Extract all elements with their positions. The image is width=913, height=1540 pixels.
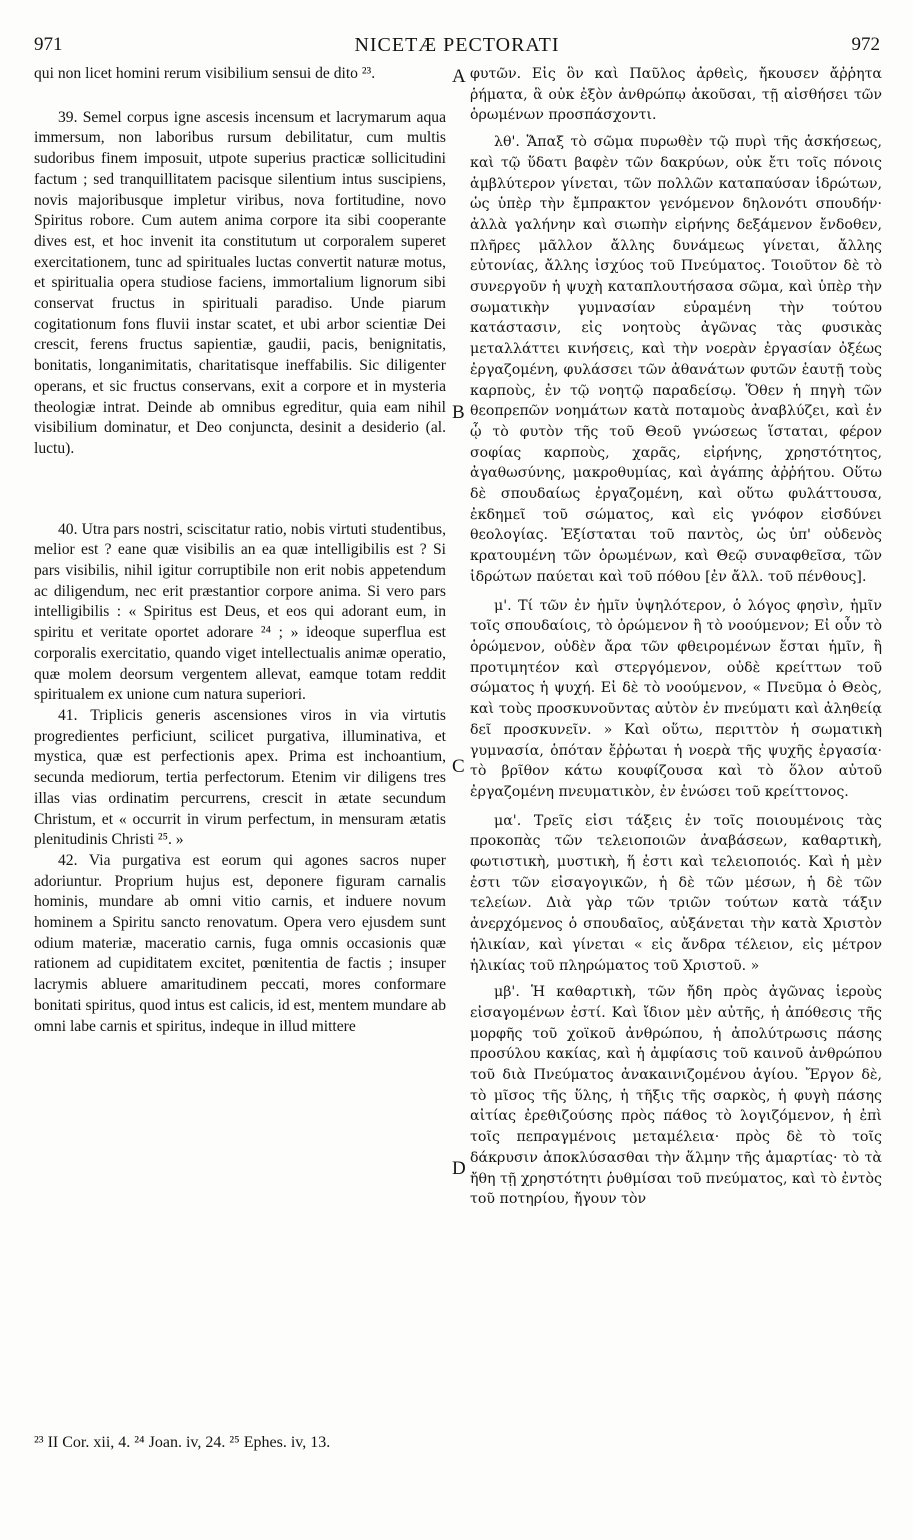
- margin-marker-d: D: [452, 1158, 466, 1179]
- page-number-right: 972: [851, 34, 880, 55]
- page-header: [34, 34, 880, 58]
- greek-column: [470, 64, 882, 1210]
- latin-column: [34, 64, 446, 1037]
- latin-paragraph: 39. Semel corpus igne ascesis incensum et lacrymarum aqua immersum, non laboribus rursum debilitatur, cum multis sudoribus finem imposuit, utpote superius practicæ sollicitudini factum ; sed tranquillitatem pacisque silentium intus suscipiens, novis majoribusque impletur viribus, nova fortitudine, novo Spiritus robore. Cum autem anima corpore ita sibi cooperante dives est, et hoc invenit ita constitutum ut corporalem superet exercitationem, tunc ad spirituales luctas convertit naturæ motus, et spiritualia opera studiose faciens, immortalium lignorum sibi conservat fructus in spirituali paradiso. Unde piarum cogitationum fons fluvii instar scatet, et ubi arbor scientiæ Dei crescit, ferens fructus sapientiæ, gaudii, pacis, benignitatis, bonitatis, longanimitatis, charitatisque ineffabilis. Sic diligenter operans, et sic fructus conservans, exit a corpore et in mysteria theologiæ intrat. Deinde ab omnibus egreditur, quia eam nihil visibilium dominatur, et Deo conjuncta, desinit a desiderio (al. luctu).: [34, 108, 446, 457]
- greek-paragraph: μβ'. Ἡ καθαρτικὴ, τῶν ἤδη πρὸς ἀγῶνας ἱεροὺς εἰσαγομένων ἐστί. Καὶ ἴδιον μὲν αὐτῆς, ἡ ἀπόθεσις τῆς μορφῆς τοῦ χοϊκοῦ ἀνθρώπου, ἡ ἀπολύτρωσις πάσης προσύλου κακίας, καὶ ἡ ἀμφίασις τοῦ καινοῦ ἀνθρώπου τοῦ διὰ Πνεύματος ἀνακαινιζομένου ἁγίου. Ἔργον δὲ, τὸ μῖσος τῆς ὕλης, ἡ τῆξις τῆς σαρκὸς, ἡ φυγὴ πάσης αἰτίας ἐρεθιζούσης πρὸς πάθος τὸ λογιζόμενον, ἡ ἐπὶ τοῖς πεπραγμένοις μεταμέλεια· πρὸς δὲ τὸ τοῖς δάκρυσιν ἀποκλύσασθαι τὴν ἅλμην τῆς ἁμαρτίας· τὸ τὰ ἤθη τῇ χρηστότητι ῥυθμίσαι τοῦ πνεύματος, καὶ τὸ ἐντὸς τοῦ ποτηρίου, ἤγουν τὸν: [470, 984, 882, 1208]
- greek-paragraph: λθ'. Ἅπαξ τὸ σῶμα πυρωθὲν τῷ πυρὶ τῆς ἀσκήσεως, καὶ τῷ ὕδατι βαφὲν τῶν δακρύων, οὐκ ἔτι τοῖς πόνοις ἀμβλύτερον γίνεται, τῶν πολλῶν καταπαύσαν ἱδρώτων, ὡς ὑπὲρ τὴν ἔμπρακτον γενόμενον δηλονότι σπουδήν· ἀλλὰ γαλήνην καὶ σιωπὴν εἰρήνης δεξάμενον ἔνδοθεν, πλῆρες μᾶλλον ἄλλης δυνάμεως γίνεται, ἄλλης εὐτονίας, ἄλλης ἰσχύος τοῦ Πνεύματος. Τοιοῦτον δὲ τὸ συνεργοῦν ἡ ψυχὴ καταπλουτήσασα σῶμα, καὶ ὑπὲρ τὴν σωματικὴν γυμνασίαν εὑραμένη τὴν τούτου κατάστασιν, εἰς νοητοὺς ἀγῶνας τὰς φυσικὰς μεταλλάττει κινήσεις, καὶ τὴν νοερὰν ἐργασίαν ὀξέως ἐργαζομένη, φυλάσσει τῶν ἀθανάτων φυτῶν ἑαυτῇ τοὺς καρποὺς, ἐν τῷ νοητῷ παραδείσῳ. Ὅθεν ἡ πηγὴ τῶν θεοπρεπῶν νοημάτων κατὰ ποταμοὺς ἀναβλύζει, καὶ ἐν ᾧ τὸ φυτὸν τῆς τοῦ Θεοῦ γνώσεως ἵσταται, φέρον σοφίας καρποὺς, χαρᾶς, εἰρήνης, χρηστότητος, ἀγαθωσύνης, μακροθυμίας, καὶ ἀγάπης ἀῤῥήτου. Οὕτω δὲ σπουδαίως ἐργαζομένη, καὶ οὕτω φυλάττουσα, ἐκδημεῖ τοῦ σώματος, καὶ εἰς γνόφον εἰσδύνει θεολογίας. Ἐξίσταται τοῦ παντὸς, ὡς ὑπ' οὐδενὸς κρατουμένη τῶν ὁρωμένων, καὶ Θεῷ συναφθεῖσα, τῶν ἱδρώτων παύεται καὶ τοῦ πόθου [ἐν ἄλλ. τοῦ πένθους].: [470, 134, 882, 585]
- page-number-left: 971: [34, 34, 63, 55]
- margin-marker-c: C: [452, 756, 465, 777]
- margin-marker-a: A: [452, 66, 466, 87]
- greek-paragraph: φυτῶν. Εἰς ὃν καὶ Παῦλος ἀρθεὶς, ἤκουσεν ἄῤῥητα ῥήματα, ἃ οὐκ ἐξὸν ἀνθρώπῳ ἀκοῦσαι, τῇ αἰσθήσει τῶν ὁρωμένων προσπάσχοντι.: [470, 66, 882, 124]
- latin-paragraph: 40. Utra pars nostri, sciscitatur ratio, nobis virtuti studentibus, melior est ? eane quæ visibilis an ea quæ intelligibilis est ? Si pars visibilis, nihil igitur corruptibile non erit nobis appetendum ac diligendum, nec erit præstantior corpore anima. Si vero pars intelligibilis : « Spiritus est Deus, et eos qui adorant eum, in spiritu et veritate oportet adorare ²⁴ ; » ideoque superflua est corporalis exercitatio, quando viget intellectualis animæ operatio, quæ molem deorsum vergentem allevat, eamque totam reddit spiritualem ex unione cum natura superiori.: [34, 520, 446, 704]
- latin-paragraph: qui non licet homini rerum visibilium sensui de dito ²³.: [34, 65, 376, 82]
- running-title: NICETÆ PECTORATI: [354, 34, 560, 56]
- latin-paragraph: 41. Triplicis generis ascensiones viros in via virtutis progredientes perficiunt, scilicet purgativa, illuminativa, et mystica, quæ est perfectionis apex. Prima est inchoantium, secunda mediorum, tertia perfectorum. Etenim vir diligens tres illas vias ordinatim percurrens, crescit in ætate secundum Christum, et « occurrit in virum perfectum, in mensuram ætatis plenitudinis Christi ²⁵. »: [34, 706, 446, 849]
- greek-paragraph: μα'. Τρεῖς εἰσι τάξεις ἐν τοῖς ποιουμένοις τὰς προκοπὰς τῶν τελειοποιῶν ἀναβάσεων, καθαρτικὴ, φωτιστικὴ, μυστικὴ, ἥ ἐστι καὶ τελειοποιός. Καὶ ἡ μὲν ἐστι τῶν εἰσαγογικῶν, ἡ δὲ τῶν μέσων, ἡ δὲ τῶν τελείων. Διὰ γὰρ τῶν τριῶν τούτων κατὰ τάξιν ἀνερχόμενος ὁ σπουδαῖος, αὐξάνεται τὴν κατὰ Χριστὸν ἡλικίαν, καὶ γίνεται « εἰς ἄνδρα τέλειον, εἰς μέτρον ἡλικίας τοῦ πληρώματος τοῦ Χριστοῦ. »: [470, 812, 882, 974]
- greek-paragraph: μ'. Τί τῶν ἐν ἡμῖν ὑψηλότερον, ὁ λόγος φησὶν, ἡμῖν τοῖς σπουδαίοις, τὸ ὁρώμενον ἢ τὸ νοούμενον; Εἰ οὖν τὸ ὁρώμενον, οὐδὲν ἄρα τῶν φθειρομένων ἔσται ἡμῖν, ἢ προτιμητέον καὶ στεργόμενον, οὐδὲ κρείττων τοῦ σώματος ἡ ψυχή. Εἰ δὲ τὸ νοούμενον, « Πνεῦμα ὁ Θεὸς, καὶ τοὺς προσκυνοῦντας αὐτὸν ἐν πνεύματι καὶ ἀληθείᾳ δεῖ προσκυνεῖν. » Καὶ οὕτω, περιττὸν ἡ σωματικὴ γυμνασία, ὁπόταν ἔῤῥωται ἡ νοερὰ τῆς ψυχῆς ἐργασία· τὸ βρῖθον κάτω κουφίζουσα καὶ τὸ ὅλον αὐτοῦ ἐργαζομένη πνευματικὸν, ἐν ἑνώσει τοῦ κρείττονος.: [470, 597, 882, 800]
- footnotes: ²³ II Cor. xii, 4. ²⁴ Joan. iv, 24. ²⁵ Ephes. iv, 13.: [34, 1434, 331, 1451]
- latin-paragraph: 42. Via purgativa est eorum qui agones sacros nuper adoriuntur. Proprium hujus est, deponere figuram carnalis hominis, mundare ab omni vitio carnis, et induere novum hominem a Spiritu sancto renovatum. Opera vero ejusdem sunt odium materiæ, maceratio carnis, fuga omnis occasionis quæ rationem ad cupiditatem excitet, pœnitentia de factis ; insuper lacrymis abluere amaritudinem peccati, mores conformare bonitati spiritus, quod intus est calicis, id est, mentem mundare ab omni labe carnis et spiritus, indeque in illud mittere: [34, 851, 446, 1035]
- margin-marker-b: B: [452, 402, 465, 423]
